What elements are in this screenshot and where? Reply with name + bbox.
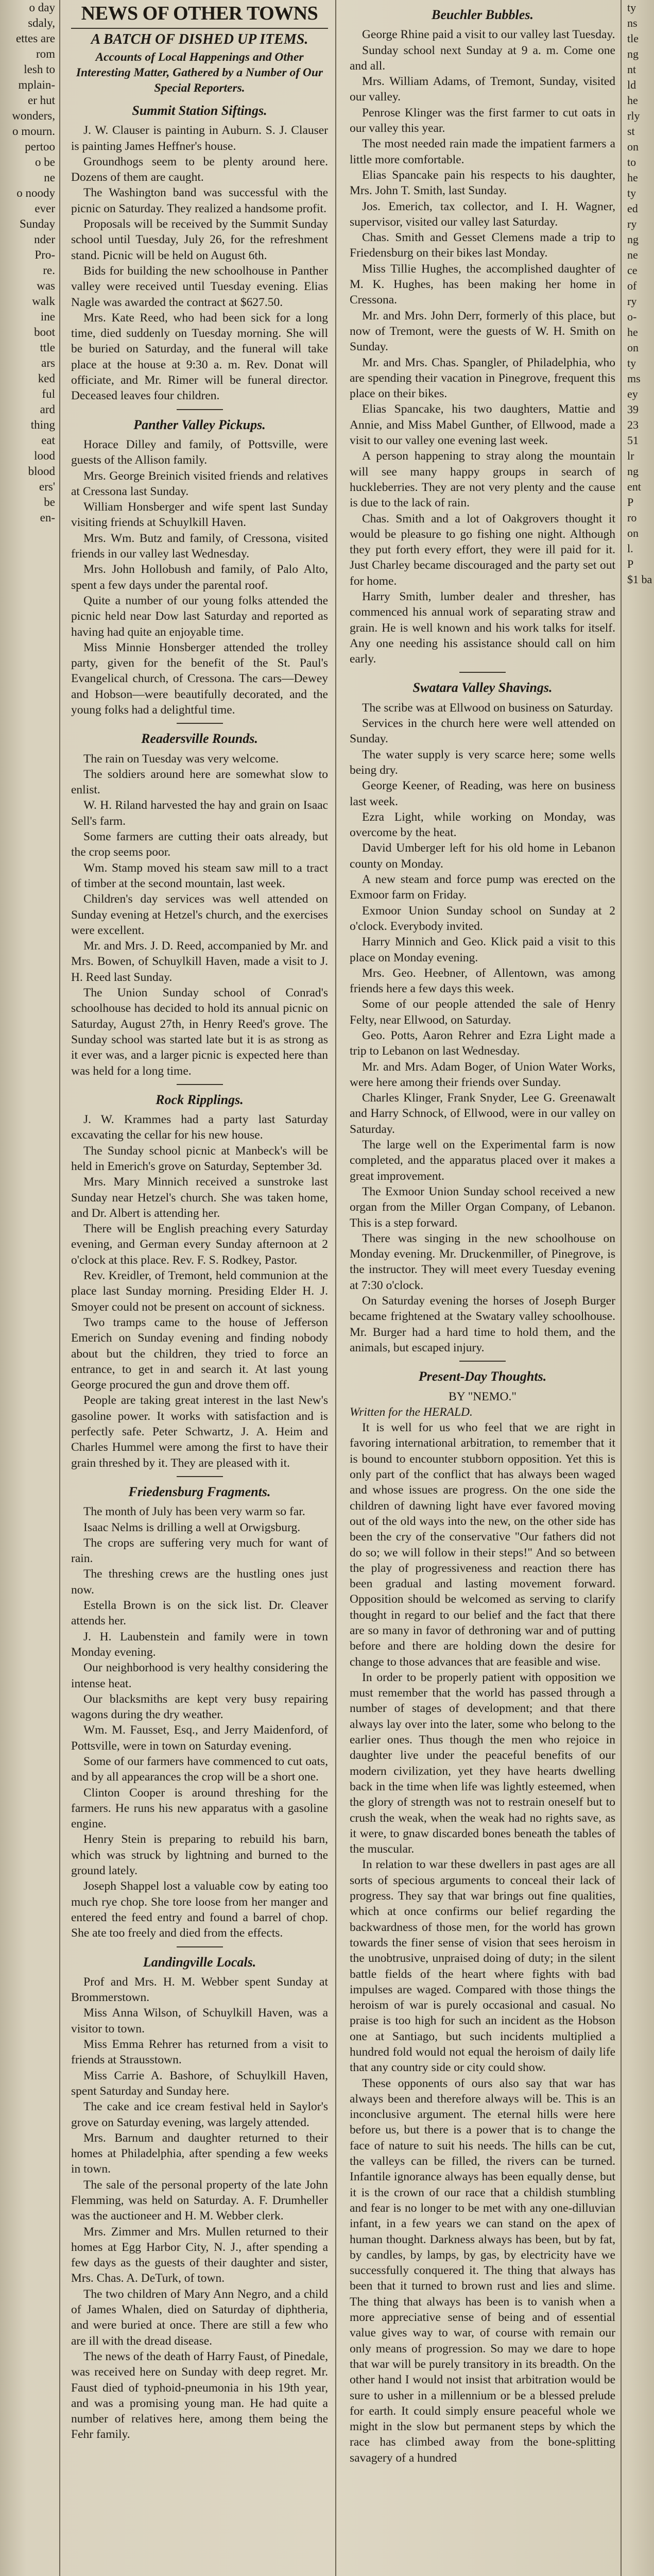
- news-item: There will be English preaching every Saturday evening, and German every Sunday afternoon at 2 o'clock at this place. Rev. F. S. Rodkey, Pastor.: [71, 1222, 328, 1267]
- right-edge-fragment: ty: [627, 187, 636, 199]
- news-item: Clinton Cooper is around threshing for the farmers. He runs his new apparatus with a gasoline engine.: [71, 1786, 328, 1831]
- section-heading: Beuchler Bubbles.: [432, 7, 533, 22]
- left-edge-fragment: wonders,: [12, 109, 55, 122]
- left-edge-fragment: o be: [35, 156, 55, 168]
- news-item: Mrs. Barnum and daughter returned to their homes at Philadelphia, after spending a few weeks in town.: [71, 2131, 328, 2176]
- left-edge-fragment: ard: [40, 403, 55, 416]
- news-item: Exmoor Union Sunday school on Sunday at 2 o'clock. Everybody invited.: [350, 904, 615, 933]
- news-item: Wm. Stamp moved his steam saw mill to a tract of timber at the second mountain, last week.: [71, 861, 328, 890]
- news-item: It is well for us who feel that we are right in favoring international arbitration, to remember that it is bound to encounter stubborn opposition. Yet this is only part of the conflict that has always been waged and whose issues are progress. On the one side the children of dawning light have ever favored moving out of the old ways into the new, on the other side has been the cry of the conservative "Our fathers did not do so; we will follow in their steps!" And so between the play of progressiveness and reaction there has been gradual and lasting movement forward. Opposition should be welcomed as serving to clarify thought in regard to our belief and the fact that there are so many in favor of dethroning war and of putting before and there are holding down the desire for change to those advances that are feasible and wise.: [350, 1421, 615, 1669]
- section-heading: Landingville Locals.: [143, 1954, 256, 1970]
- right-edge-fragment: ns: [627, 16, 638, 29]
- news-item: Miss Carrie A. Bashore, of Schuylkill Haven, spent Saturday and Sunday here.: [71, 2069, 328, 2098]
- news-item: Harry Smith, lumber dealer and thresher, has commenced his annual work of separating straw and grain. He is well known and his work talks for itself. Any one needing his assistance should call on him early.: [350, 589, 615, 666]
- right-edge-fragment: 51: [627, 434, 639, 447]
- left-edge-fragment: ked: [38, 372, 55, 385]
- right-edge-fragment: ng: [627, 465, 639, 478]
- right-edge-fragment: ty: [627, 357, 636, 369]
- section-heading: Panther Valley Pickups.: [133, 417, 266, 432]
- news-item: Some of our farmers have commenced to cut oats, and by all appearances the crop will be a short one.: [71, 1754, 328, 1784]
- left-edge-fragment: thing: [30, 418, 55, 431]
- news-item: J. H. Laubenstein and family were in town Monday evening.: [71, 1630, 328, 1659]
- news-item: Rev. Kreidler, of Tremont, held communion at the place last Sunday morning. Presiding Elder H. J. Smoyer could not be present on account of sickness.: [71, 1269, 328, 1314]
- news-item: Mr. and Mrs. J. D. Reed, accompanied by Mr. and Mrs. Bowen, of Schuylkill Haven, made a visit to J. H. Reed last Sunday.: [71, 939, 328, 984]
- news-item: J. W. Clauser is painting in Auburn. S. J. Clauser is painting James Heffner's house.: [71, 124, 328, 153]
- left-edge-fragment: ars: [41, 357, 55, 369]
- left-edge-fragment: re.: [43, 264, 55, 277]
- left-edge-fragment: lesh to: [24, 63, 55, 76]
- news-item: Mr. and Mrs. John Derr, formerly of this place, but now of Tremont, were the guests of W. H. Smith on Sunday.: [350, 309, 615, 354]
- left-edge-fragment: o noody: [16, 187, 55, 199]
- news-item: Groundhogs seem to be plenty around here. Dozens of them are caught.: [71, 155, 328, 184]
- right-edge-fragment: P: [627, 496, 634, 509]
- news-item: The rain on Tuesday was very welcome.: [83, 752, 279, 766]
- news-item: Penrose Klinger was the first farmer to cut oats in our valley this year.: [350, 106, 615, 135]
- news-item: Charles Klinger, Frank Snyder, Lee G. Greenawalt and Harry Schnock, of Ellwood, were in our valley on Saturday.: [350, 1091, 615, 1136]
- news-item: Our neighborhood is very healthy considering the intense heat.: [71, 1661, 328, 1690]
- left-edge-fragment: en-: [40, 511, 55, 524]
- news-item: Sunday school next Sunday at 9 a. m. Come one and all.: [350, 43, 615, 73]
- news-item: The Exmoor Union Sunday school received a new organ from the Miller Organ Company, of Lebanon. This is a step forward.: [350, 1184, 615, 1230]
- news-item: The soldiers around here are somewhat slow to enlist.: [71, 767, 328, 797]
- right-edge-fragment: st: [627, 125, 635, 138]
- left-edge-fragment: ne: [44, 171, 55, 184]
- news-item: The news of the death of Harry Faust, of Pinedale, was received here on Sunday with deep regret. Mr. Faust died of typhoid-pneumonia in his 19th year, and was a promising young man. He had quite a number of relatives here, among them being the Fehr family.: [71, 2349, 328, 2442]
- news-item: These opponents of ours also say that war has always been and therefore always will be. This is an inconclusive argument. The eternal hills were here before us, but there is a power that is to change the face of nature to suit his needs. The hills can be cut, the valleys can be filled, the rivers can be turned. Infantile ignorance always has been equally dense, but it is the crown of our race that a childish stumbling and fear is no longer to be met with any one-dilluvian infant, in a few years we can stand on the apex of human thought. Darkness always has been, but by fat, by candles, by lamps, by gas, by electricity have we successfully conquered it. The thing that always has been that it turned to brown rust and lies and slime. The thing that always has been is to vanish when a more appreciative sense of being and of essential value gives way to war, of course with remain our only means of progression. So may we dare to hope that war will be purely transitory in its breadth. On the other hand I would not insist that arbitration would be sure to usher in a millennium or be a blessed prelude for earth. It could simply ensure peaceful whole we might in the slow but permanent steps by which the race has climbed away from the bone-splitting savagery of a hundred: [350, 2076, 615, 2465]
- right-edge-fragment: ro: [627, 511, 637, 524]
- news-item: Mrs. George Breinich visited friends and relatives at Cressona last Sunday.: [71, 469, 328, 498]
- left-edge-fragment-column: [0, 0, 60, 2576]
- right-edge-fragment: ent: [627, 480, 641, 493]
- news-item: Two tramps came to the house of Jefferson Emerich on Sunday evening and finding nobody about but the children, they tried to force an entrance, to get in and search it. At last young George procured the gun and drove them off.: [71, 1315, 328, 1392]
- news-item: Some of our people attended the sale of Henry Felty, near Ellwood, on Saturday.: [350, 997, 615, 1027]
- right-edge-fragment: ld: [627, 78, 636, 91]
- left-edge-fragment: blood: [28, 465, 55, 478]
- left-edge-fragment: ever: [35, 202, 55, 215]
- news-item: A person happening to stray along the mountain will see many happy groups in search of huckleberries. They are not very plenty and the cause is due to the lack of rain.: [350, 449, 615, 510]
- section-heading: Present-Day Thoughts.: [418, 1369, 547, 1384]
- left-edge-fragment: eat: [41, 434, 55, 447]
- right-edge-fragment: tle: [627, 32, 639, 45]
- section-credit: Written for the HERALD.: [350, 1405, 473, 1419]
- left-edge-fragment: rom: [36, 47, 55, 60]
- left-edge-fragment: lood: [34, 449, 55, 462]
- left-edge-fragment: Sunday: [20, 217, 55, 230]
- right-edge-fragment: $1 ba: [627, 573, 652, 586]
- news-item: Chas. Smith and a lot of Oakgrovers thought it would be pleasure to go fishing one night. Although they put forth every effort, they were ill paid for it. Just Charley became discouraged and the party set out for home.: [350, 512, 615, 588]
- section-separator: [177, 723, 223, 724]
- section-separator: [177, 409, 223, 410]
- right-edge-fragment: lr: [627, 449, 634, 462]
- column-dek: A BATCH OF DISHED UP ITEMS.: [91, 31, 308, 47]
- left-edge-fragment: er hut: [27, 94, 55, 107]
- news-item: Miss Emma Rehrer has returned from a visit to friends at Strausstown.: [71, 2038, 328, 2067]
- section-separator: [177, 1476, 223, 1477]
- news-item: Mrs. Zimmer and Mrs. Mullen returned to their homes at Egg Harbor City, N. J., after spending a few days as the guests of their daughter and sister, Mrs. Chas. A. DeTurk, of town.: [71, 2225, 328, 2285]
- right-edge-fragment: 23: [627, 418, 639, 431]
- right-edge-fragment: ng: [627, 233, 639, 246]
- right-edge-fragment: 39: [627, 403, 639, 416]
- left-edge-fragment: mplain-: [18, 78, 55, 91]
- section-separator: [177, 1084, 223, 1085]
- news-item: The Sunday school picnic at Manbeck's will be held in Emerich's grove on Saturday, September 3d.: [71, 1144, 328, 1173]
- right-edge-fragment: l.: [627, 542, 633, 555]
- news-item: Our blacksmiths are kept very busy repairing wagons during the dry weather.: [71, 1692, 328, 1722]
- right-edge-fragment: P: [627, 557, 634, 570]
- news-item: Mrs. Mary Minnich received a sunstroke last Sunday near Hetzel's church. She was taken home, and Dr. Albert is attending her.: [71, 1175, 328, 1220]
- right-edge-fragment: ry: [627, 217, 637, 230]
- news-item: Miss Minnie Honsberger attended the trolley party, given for the benefit of the St. Paul's Evangelical church, of Cressona. The cars—Dewey and Hobson—were beautifully decorated, and the young folks had a delightful time.: [71, 640, 328, 717]
- left-edge-fragment: was: [37, 279, 55, 292]
- column-masthead: NEWS OF OTHER TOWNS: [81, 3, 318, 24]
- left-edge-fragment: boot: [34, 326, 55, 338]
- news-item: Geo. Potts, Aaron Rehrer and Ezra Light made a trip to Lebanon on last Wednesday.: [350, 1029, 615, 1058]
- middle-sections: [71, 103, 328, 2443]
- right-edge-fragment: ty: [627, 1, 636, 14]
- news-item: W. H. Riland harvested the hay and grain on Isaac Sell's farm.: [71, 799, 328, 828]
- news-item: The large well on the Experimental farm is now completed, and the apparatus placed over it makes a great improvement.: [350, 1138, 615, 1183]
- news-item: In order to be properly patient with opposition we must remember that the world has passed through a number of stages of development; and that there always lay over into the later, some who belong to the earlier ones. Thus though the men who rejoice in daughter live under the peaceful benefits of our modern civilization, yet they have hearts dwelling back in the time when life was lightly esteemed, when the glory of strength was not to restrain oneself but to crush the weak, when the weak had no rights save, as it were, to gnaw discarded bones beneath the tables of the muscular.: [350, 1670, 615, 1856]
- right-edge-fragment: he: [627, 94, 638, 107]
- right-edge-fragment: on: [627, 527, 639, 539]
- news-item: The two children of Mary Ann Negro, and a child of James Whalen, died on Saturday of diphtheria, and were buried at once. There are still a few who are ill with the dread disease.: [71, 2287, 328, 2348]
- news-item: People are taking great interest in the last New's gasoline power. It works with satisfaction and is perfectly safe. Peter Schwartz, J. A. Heim and Charles Hummel were among the first to have their grain threshed by it. They are pleased with it.: [71, 1394, 328, 1470]
- news-item: Mrs. Kate Reed, who had been sick for a long time, died suddenly on Tuesday morning. She will be buried on Saturday, and the funeral will take place at the house at 9:30 a. m. Rev. Donat will officiate, and Mr. Rimer will be funeral director. Deceased leaves four children.: [71, 311, 328, 403]
- section-heading: Summit Station Siftings.: [132, 103, 267, 118]
- news-item: Mrs. Wm. Butz and family, of Cressona, visited friends in our valley last Wednesday.: [71, 531, 328, 561]
- right-edge-fragment: ry: [627, 295, 637, 308]
- news-item: Estella Brown is on the sick list. Dr. Cleaver attends her.: [71, 1599, 328, 1628]
- news-item: Children's day services was well attended on Sunday evening at Hetzel's church, and the exercises were excellent.: [71, 892, 328, 937]
- news-item: The water supply is very scarce here; some wells being dry.: [350, 748, 615, 777]
- news-item: The month of July has been very warm so far.: [83, 1505, 305, 1519]
- news-item: Harry Minnich and Geo. Klick paid a visit to this place on Monday evening.: [350, 935, 615, 964]
- news-item: George Rhine paid a visit to our valley last Tuesday.: [362, 28, 615, 42]
- left-edge-fragment: be: [44, 496, 55, 509]
- news-item: In relation to war these dwellers in past ages are all sorts of specious arguments to conceal their lack of progress. They say that war brings out fine qualities, which at once confirms our belief regarding the backwardness of those men, for the world has grown towards the finer sense of vision that sees heroism in the unobtrusive, unpraised doing of duty; in the silent battle fields of the heart where fights with bad impulses are waged. Compared with those things the heroism of war is purely occasional and casual. No praise is too high for such an incident as the Hobson one at Santiago, but such incidents multiplied a hundred fold would not equal the heroism of daily life that any country side or city could show.: [350, 1858, 615, 2075]
- news-item: Mrs. William Adams, of Tremont, Sunday, visited our valley.: [350, 75, 615, 104]
- news-item: Some farmers are cutting their oats already, but the crop seems poor.: [71, 830, 328, 859]
- section-byline: BY "NEMO.": [449, 1389, 517, 1403]
- news-of-other-towns-column: [66, 0, 336, 2576]
- right-sections: [350, 7, 615, 2466]
- right-edge-fragment: ng: [627, 47, 639, 60]
- right-edge-fragment-column: [624, 0, 654, 2576]
- news-item: The sale of the personal property of the late John Flemming, was held on Saturday. A. F. Drumheller was the auctioneer and H. M. Webber clerk.: [71, 2178, 328, 2223]
- news-item: The crops are suffering very much for want of rain.: [71, 1536, 328, 1566]
- section-heading: Swatara Valley Shavings.: [412, 680, 553, 696]
- section-heading: Readersville Rounds.: [141, 731, 258, 747]
- news-item: The threshing crews are the hustling ones just now.: [71, 1567, 328, 1597]
- right-edge-fragment: to: [627, 156, 636, 168]
- news-item: Miss Tillie Hughes, the accomplished daughter of M. K. Hughes, has been making her home in Cressona.: [350, 262, 615, 307]
- news-item: The scribe was at Ellwood on business on Saturday.: [362, 701, 613, 715]
- column-subdek: Accounts of Local Happenings and Other Interesting Matter, Gathered by a Number of Our Special Reporters.: [76, 50, 323, 95]
- news-item: Ezra Light, while working on Monday, was overcome by the heat.: [350, 810, 615, 840]
- left-edge-fragment: walk: [32, 295, 55, 308]
- left-edge-fragment: o mourn.: [12, 125, 55, 138]
- left-edge-fragment: ttle: [40, 341, 55, 354]
- news-item: Joseph Shappel lost a valuable cow by eating too much rye chop. She tore loose from her manger and entered the feed entry and found a barrel of chop. She ate too freely and died from the effects.: [71, 1879, 328, 1940]
- news-item: There was singing in the new schoolhouse on Monday evening. Mr. Druckenmiller, of Pinegrove, is the instructor. They will meet every Tuesday evening at 7:30 o'clock.: [350, 1231, 615, 1292]
- news-item: A new steam and force pump was erected on the Exmoor farm on Friday.: [350, 873, 615, 902]
- right-edge-fragment: ed: [627, 202, 638, 215]
- news-item: Services in the church here were well attended on Sunday.: [350, 717, 615, 746]
- news-item: The cake and ice cream festival held in Saylor's grove on Saturday evening, was largely attended.: [71, 2100, 328, 2129]
- section-separator: [459, 1361, 506, 1362]
- news-item: George Keener, of Reading, was here on business last week.: [350, 779, 615, 808]
- right-edge-fragment: rly: [627, 109, 640, 122]
- news-item: On Saturday evening the horses of Joseph Burger became frightened at the Swatary valley schoolhouse. Mr. Burger had a hard time to hold them, and the animals, but escaped injury.: [350, 1294, 615, 1354]
- right-edge-fragment: of: [627, 279, 637, 292]
- right-edge-fragment: nt: [627, 63, 636, 76]
- left-edge-fragment: ers': [39, 480, 55, 493]
- right-edge-fragment: ms: [627, 372, 641, 385]
- news-item: Henry Stein is preparing to rebuild his barn, which was struck by lightning and burned to the ground lately.: [71, 1833, 328, 1878]
- news-item: Jos. Emerich, tax collector, and I. H. Wagner, supervisor, visited our valley last Saturday.: [350, 199, 615, 229]
- left-edge-fragment: nder: [34, 233, 55, 246]
- news-item: Proposals will be received by the Summit Sunday school until Tuesday, July 26, for the refreshment stand. Picnic will be held on August 6th.: [71, 217, 328, 262]
- news-item: Elias Spancake pain his respects to his daughter, Mrs. John T. Smith, last Sunday.: [350, 168, 615, 198]
- right-edge-fragment: o-: [627, 310, 637, 323]
- right-edge-fragment: he: [627, 171, 638, 184]
- news-item: Wm. M. Fausset, Esq., and Jerry Maidenford, of Pottsville, were in town on Saturday evening.: [71, 1723, 328, 1753]
- news-item: Mrs. John Hollobush and family, of Palo Alto, spent a few days under the parental roof.: [71, 563, 328, 592]
- news-item: Horace Dilley and family, of Pottsville, were guests of the Allison family.: [71, 437, 328, 467]
- news-item: Quite a number of our young folks attended the picnic held near Dow last Saturday and reported as having had quite an enjoyable time.: [71, 594, 328, 639]
- section-heading: Rock Ripplings.: [156, 1092, 244, 1107]
- news-item: Mr. and Mrs. Chas. Spangler, of Philadelphia, who are spending their vacation in Pinegrove, frequent this place on their bikes.: [350, 355, 615, 401]
- news-item: Isaac Nelms is drilling a well at Orwigsburg.: [83, 1520, 301, 1534]
- left-edge-fragment: ettes are: [16, 32, 55, 45]
- news-item: Prof and Mrs. H. M. Webber spent Sunday at Brommerstown.: [71, 1975, 328, 2005]
- news-item: Chas. Smith and Gesset Clemens made a trip to Friedensburg on their bikes last Monday.: [350, 231, 615, 260]
- section-separator: [459, 672, 506, 673]
- local-correspondence-column: [343, 0, 622, 2576]
- section-separator: [177, 1946, 223, 1947]
- news-item: The Union Sunday school of Conrad's schoolhouse has decided to hold its annual picnic on Saturday, August 27th, in Henry Reed's grove. The Sunday school was started late but it is as strong as it ever was, and a larger picnic is expected here than was held for a long time.: [71, 986, 328, 1078]
- left-edge-fragment: ful: [42, 387, 55, 400]
- left-edge-fragment: o day: [29, 1, 55, 14]
- right-edge-fragment: ne: [627, 248, 638, 261]
- news-item: J. W. Krammes had a party last Saturday excavating the cellar for his new house.: [71, 1113, 328, 1142]
- right-edge-fragment: ey: [627, 387, 638, 400]
- left-edge-fragment: Pro-: [35, 248, 55, 261]
- right-edge-fragment: on: [627, 140, 639, 153]
- left-edge-fragment: sdaly,: [28, 16, 55, 29]
- right-edge-fragment: he: [627, 326, 638, 338]
- left-edge-fragment: pertoo: [25, 140, 55, 153]
- news-item: The Washington band was successful with the picnic on Saturday. They realized a handsome profit.: [71, 186, 328, 215]
- left-edge-fragment: ine: [40, 310, 55, 323]
- news-item: The most needed rain made the impatient farmers a little more comfortable.: [350, 137, 615, 166]
- news-item: William Honsberger and wife spent last Sunday visiting friends at Schuylkill Haven.: [71, 500, 328, 530]
- right-edge-fragment: on: [627, 341, 639, 354]
- masthead-rule: [71, 28, 328, 29]
- news-item: Bids for building the new schoolhouse in Panther valley were received until Tuesday evening. Elias Nagle was awarded the contract at $627.50.: [71, 264, 328, 309]
- news-item: Elias Spancake, his two daughters, Mattie and Annie, and Miss Mabel Gunther, of Ellwood, made a visit to our valley one evening last week.: [350, 402, 615, 448]
- right-edge-fragment: ce: [627, 264, 638, 277]
- news-item: David Umberger left for his old home in Lebanon county on Monday.: [350, 841, 615, 871]
- news-item: Mrs. Geo. Heebner, of Allentown, was among friends here a few days this week.: [350, 966, 615, 996]
- section-heading: Friedensburg Fragments.: [128, 1484, 271, 1499]
- news-item: Miss Anna Wilson, of Schuylkill Haven, was a visitor to town.: [71, 2006, 328, 2036]
- news-item: Mr. and Mrs. Adam Boger, of Union Water Works, were here among their friends over Sunday.: [350, 1060, 615, 1089]
